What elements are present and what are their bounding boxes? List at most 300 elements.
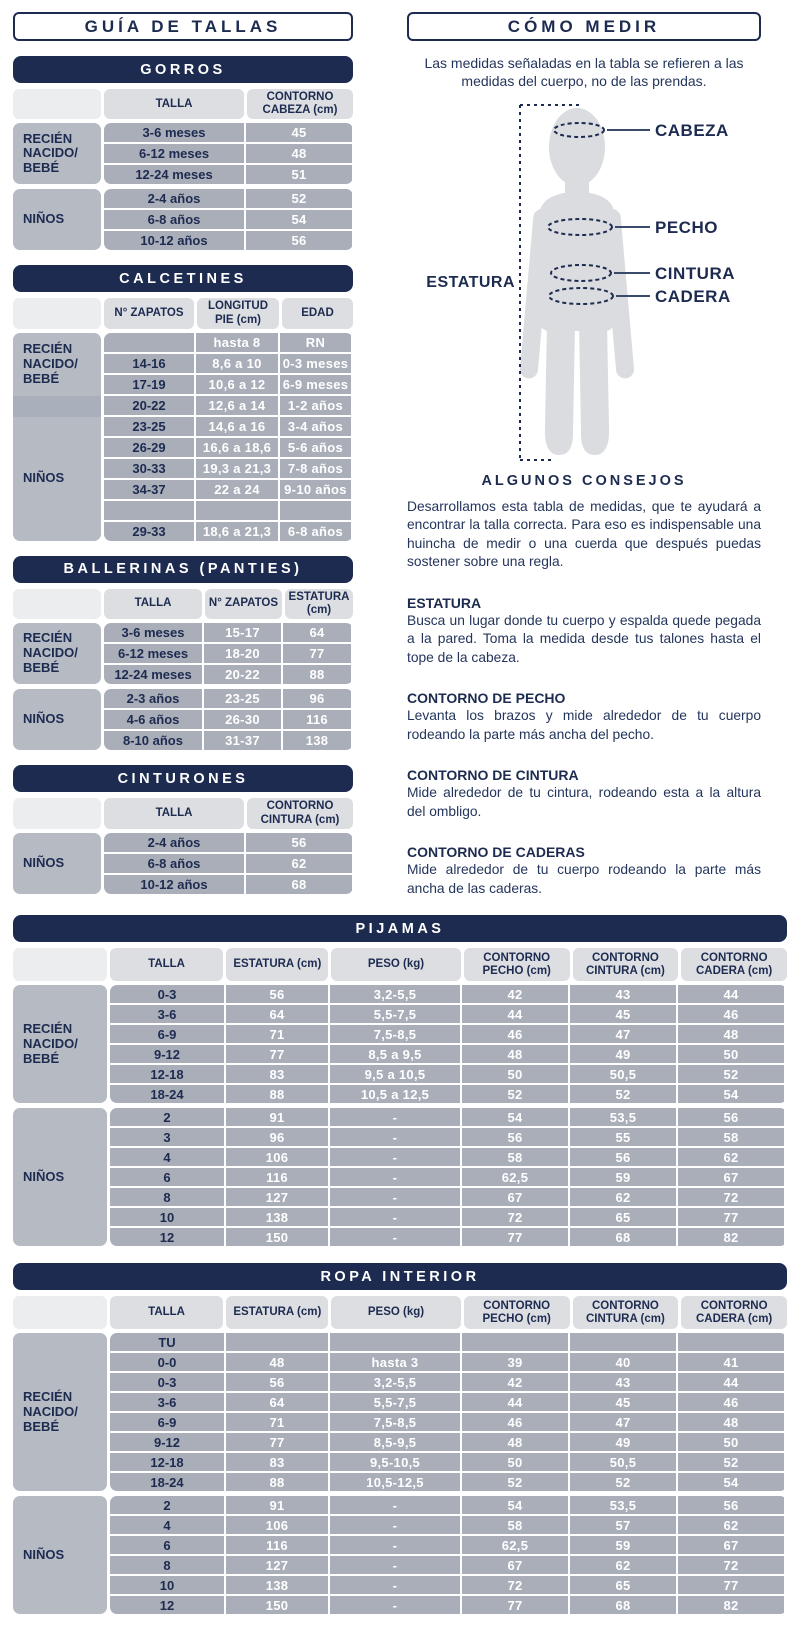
value-cell: 67 — [462, 1188, 568, 1206]
table-row — [110, 1433, 787, 1451]
value-cell: 57 — [570, 1516, 676, 1534]
size-cell: 18-24 — [110, 1085, 224, 1103]
value-cell: 51 — [246, 165, 352, 184]
value-cell: 62,5 — [462, 1536, 568, 1554]
table-row — [110, 1556, 787, 1574]
size-cell: 17-19 — [104, 375, 194, 394]
value-cell: 43 — [570, 985, 676, 1003]
table-row — [104, 459, 353, 478]
value-cell: 31-37 — [204, 731, 281, 750]
size-cell: 3-6 — [110, 1005, 224, 1023]
value-cell: 0-3 meses — [280, 354, 351, 373]
rows-block — [104, 123, 353, 184]
rows-block — [104, 833, 353, 894]
value-cell: 106 — [226, 1148, 328, 1166]
measuring-diagram — [407, 97, 761, 467]
ropa-interior-section-title: ROPA INTERIOR — [13, 1263, 787, 1290]
size-cell: 30-33 — [104, 459, 194, 478]
table-row — [110, 985, 787, 1003]
size-cell: 6-12 meses — [104, 644, 202, 663]
table-row — [104, 144, 353, 163]
size-cell: 10 — [110, 1576, 224, 1594]
size-cell: 0-3 — [110, 985, 224, 1003]
value-cell: 45 — [570, 1005, 676, 1023]
value-cell: 56 — [246, 231, 352, 250]
value-cell: 83 — [226, 1453, 328, 1471]
value-cell: 58 — [462, 1516, 568, 1534]
value-cell: 18,6 a 21,3 — [196, 522, 278, 541]
column-header: CONTORNO CINTURA (cm) — [573, 948, 679, 981]
value-cell: 52 — [570, 1473, 676, 1491]
value-cell — [196, 501, 278, 520]
column-header: PESO (kg) — [331, 948, 461, 981]
value-cell: 23-25 — [204, 689, 281, 708]
value-cell: 52 — [462, 1085, 568, 1103]
table-row — [110, 1168, 787, 1186]
size-cell: 12-24 meses — [104, 165, 244, 184]
group-label: NIÑOS — [13, 689, 101, 750]
table-row — [110, 1085, 787, 1103]
size-cell: 10-12 años — [104, 875, 244, 894]
table-row — [110, 1128, 787, 1146]
column-header: TALLA — [110, 1296, 224, 1329]
value-cell: 8,5 a 9,5 — [330, 1045, 460, 1063]
value-cell: 56 — [226, 1373, 328, 1391]
column-header: N° ZAPATOS — [104, 298, 194, 328]
size-cell: 9-12 — [110, 1045, 224, 1063]
column-header: TALLA — [104, 589, 202, 619]
table-row — [104, 375, 353, 394]
value-cell: 91 — [226, 1108, 328, 1126]
value-cell: hasta 3 — [330, 1353, 460, 1371]
table-row — [104, 665, 353, 684]
value-cell: 50,5 — [570, 1453, 676, 1471]
table-row — [110, 1353, 787, 1371]
size-cell: 2-4 años — [104, 833, 244, 852]
gorros-group — [13, 123, 353, 184]
value-cell: 48 — [246, 144, 352, 163]
value-cell: 12,6 a 14 — [196, 396, 278, 415]
table-row — [104, 623, 353, 642]
table-pijamas — [13, 915, 787, 1246]
value-cell: - — [330, 1108, 460, 1126]
value-cell: 77 — [678, 1208, 784, 1226]
value-cell: - — [330, 1228, 460, 1246]
ropa-interior-group — [13, 1333, 787, 1491]
size-cell: 4 — [110, 1148, 224, 1166]
table-row — [110, 1453, 787, 1471]
left-column — [13, 12, 353, 894]
value-cell: 68 — [570, 1228, 676, 1246]
calcetines-body — [13, 333, 353, 541]
value-cell: 67 — [678, 1536, 784, 1554]
gorros-header-row — [13, 89, 353, 119]
right-column — [407, 12, 761, 898]
group-label: NIÑOS — [13, 1108, 107, 1246]
column-header: ESTATURA (cm) — [226, 1296, 328, 1329]
value-cell: 1-2 años — [280, 396, 351, 415]
table-cinturones — [13, 765, 353, 893]
size-cell: 12-18 — [110, 1453, 224, 1471]
value-cell: 50 — [462, 1453, 568, 1471]
size-cell: 23-25 — [104, 417, 194, 436]
value-cell: 62 — [678, 1516, 784, 1534]
table-ballerinas — [13, 556, 353, 750]
value-cell: 41 — [678, 1353, 784, 1371]
section-contorno-caderas — [407, 844, 761, 898]
size-cell: 0-3 — [110, 1373, 224, 1391]
value-cell: 40 — [570, 1353, 676, 1371]
group-label: NIÑOS — [13, 417, 101, 541]
table-ropa-interior — [13, 1263, 787, 1614]
table-row — [104, 396, 353, 415]
size-cell: 6-8 años — [104, 210, 244, 229]
value-cell: 52 — [570, 1085, 676, 1103]
size-cell: 10-12 años — [104, 231, 244, 250]
group-label: NIÑOS — [13, 189, 101, 250]
value-cell: 91 — [226, 1496, 328, 1514]
value-cell: 62 — [570, 1188, 676, 1206]
value-cell: 138 — [226, 1208, 328, 1226]
header-corner-cell — [13, 298, 101, 328]
size-cell: 29-33 — [104, 522, 194, 541]
size-cell: 8-10 años — [104, 731, 202, 750]
column-header: EDAD — [282, 298, 353, 328]
ropa-interior-group — [13, 1496, 787, 1614]
size-cell: 6-12 meses — [104, 144, 244, 163]
table-row — [104, 501, 353, 520]
table-row — [104, 689, 353, 708]
ballerinas-section-title: BALLERINAS (PANTIES) — [13, 556, 353, 583]
table-row — [104, 231, 353, 250]
value-cell: 3-4 años — [280, 417, 351, 436]
value-cell: 58 — [678, 1128, 784, 1146]
gorros-group — [13, 189, 353, 250]
value-cell: 54 — [678, 1085, 784, 1103]
table-row — [104, 123, 353, 142]
value-cell: 77 — [283, 644, 351, 663]
rows-block — [104, 689, 353, 750]
header-corner-cell — [13, 1296, 107, 1329]
value-cell: 77 — [678, 1576, 784, 1594]
size-cell: 0-0 — [110, 1353, 224, 1371]
value-cell: 82 — [678, 1596, 784, 1614]
section-contorno-pecho-title: CONTORNO DE PECHO — [407, 690, 566, 707]
como-medir-intro: Las medidas señaladas en la tabla se refieren a las medidas del cuerpo, no de las prendas. — [424, 55, 744, 90]
pijamas-group — [13, 1108, 787, 1246]
value-cell: - — [330, 1148, 460, 1166]
value-cell: 96 — [283, 689, 351, 708]
value-cell: 138 — [226, 1576, 328, 1594]
value-cell: 3,2-5,5 — [330, 985, 460, 1003]
consejos-title: ALGUNOS CONSEJOS — [481, 472, 687, 489]
label-cabeza: CABEZA — [655, 120, 729, 140]
value-cell: 64 — [283, 623, 351, 642]
size-cell: 9-12 — [110, 1433, 224, 1451]
value-cell: 9-10 años — [280, 480, 351, 499]
value-cell: 44 — [462, 1005, 568, 1023]
size-cell: 3-6 — [110, 1393, 224, 1411]
header-corner-cell — [13, 948, 107, 981]
size-cell: 18-24 — [110, 1473, 224, 1491]
value-cell: 53,5 — [570, 1108, 676, 1126]
value-cell: 67 — [462, 1556, 568, 1574]
value-cell: 59 — [570, 1536, 676, 1554]
value-cell: 116 — [226, 1536, 328, 1554]
size-cell: 8 — [110, 1556, 224, 1574]
rows-block — [104, 189, 353, 250]
value-cell: 50 — [678, 1433, 784, 1451]
table-row — [110, 1333, 787, 1351]
size-cell: 12 — [110, 1228, 224, 1246]
section-contorno-pecho — [407, 690, 761, 744]
pijamas-group — [13, 985, 787, 1103]
value-cell: 9,5-10,5 — [330, 1453, 460, 1471]
value-cell: 62 — [570, 1556, 676, 1574]
section-contorno-cintura-title: CONTORNO DE CINTURA — [407, 767, 579, 784]
value-cell: - — [330, 1188, 460, 1206]
value-cell: 58 — [462, 1148, 568, 1166]
size-cell: 12-24 meses — [104, 665, 202, 684]
value-cell: 106 — [226, 1516, 328, 1534]
value-cell: 15-17 — [204, 623, 281, 642]
value-cell: 42 — [462, 1373, 568, 1391]
value-cell — [330, 1333, 460, 1351]
value-cell: 7,5-8,5 — [330, 1025, 460, 1043]
value-cell: 18-20 — [204, 644, 281, 663]
value-cell: 77 — [226, 1045, 328, 1063]
value-cell: - — [330, 1576, 460, 1594]
column-header: ESTATURA (cm) — [285, 589, 353, 619]
value-cell: 52 — [678, 1453, 784, 1471]
value-cell: 50 — [678, 1045, 784, 1063]
value-cell: 6-9 meses — [280, 375, 351, 394]
value-cell: 62 — [246, 854, 352, 873]
value-cell: 65 — [570, 1208, 676, 1226]
size-cell: 6-9 — [110, 1025, 224, 1043]
table-row — [110, 1025, 787, 1043]
size-cell — [104, 501, 194, 520]
group-label: RECIÉN NACIDO/ BEBÉ — [13, 123, 101, 184]
value-cell: - — [330, 1168, 460, 1186]
value-cell: 7,5-8,5 — [330, 1413, 460, 1431]
table-row — [104, 710, 353, 729]
value-cell: 39 — [462, 1353, 568, 1371]
size-cell: 8 — [110, 1188, 224, 1206]
table-row — [110, 1228, 787, 1246]
value-cell: 82 — [678, 1228, 784, 1246]
value-cell: 52 — [246, 189, 352, 208]
value-cell: 5,5-7,5 — [330, 1393, 460, 1411]
group-label: RECIÉN NACIDO/ BEBÉ — [13, 623, 101, 684]
table-row — [110, 1496, 787, 1514]
pijamas-section-title: PIJAMAS — [13, 915, 787, 942]
value-cell: 116 — [226, 1168, 328, 1186]
value-cell: 46 — [462, 1413, 568, 1431]
value-cell: 10,5-12,5 — [330, 1473, 460, 1491]
value-cell: 16,6 a 18,6 — [196, 438, 278, 457]
rows-block — [104, 333, 353, 541]
value-cell: 48 — [226, 1353, 328, 1371]
value-cell: 54 — [678, 1473, 784, 1491]
section-estatura-text: Busca un lugar donde tu cuerpo y espalda quede pegada a la pared. Toma la medida desde tus talones hasta el tope de la cabeza. — [407, 612, 761, 665]
table-row — [104, 165, 353, 184]
size-cell: 20-22 — [104, 396, 194, 415]
value-cell: - — [330, 1556, 460, 1574]
value-cell: 68 — [246, 875, 352, 894]
table-row — [110, 1393, 787, 1411]
table-row — [110, 1596, 787, 1614]
value-cell: - — [330, 1496, 460, 1514]
rows-block — [110, 985, 787, 1103]
label-pecho: PECHO — [655, 217, 718, 237]
value-cell: 19,3 a 21,3 — [196, 459, 278, 478]
size-cell: 3-6 meses — [104, 623, 202, 642]
value-cell: 64 — [226, 1005, 328, 1023]
value-cell: 46 — [678, 1005, 784, 1023]
cinturones-header-row — [13, 798, 353, 828]
value-cell: 10,5 a 12,5 — [330, 1085, 460, 1103]
value-cell: 127 — [226, 1556, 328, 1574]
value-cell: 43 — [570, 1373, 676, 1391]
value-cell: 46 — [462, 1025, 568, 1043]
value-cell: 56 — [226, 985, 328, 1003]
size-cell: 12-18 — [110, 1065, 224, 1083]
value-cell — [570, 1333, 676, 1351]
value-cell: 72 — [462, 1576, 568, 1594]
column-header: CONTORNO PECHO (cm) — [464, 1296, 570, 1329]
table-row — [110, 1005, 787, 1023]
value-cell: 68 — [570, 1596, 676, 1614]
size-cell: 3 — [110, 1128, 224, 1146]
value-cell: 49 — [570, 1433, 676, 1451]
rows-block — [110, 1496, 787, 1614]
column-header: CONTORNO CABEZA (cm) — [247, 89, 353, 119]
table-row — [104, 731, 353, 750]
size-cell: 6-9 — [110, 1413, 224, 1431]
consejos-text: Desarrollamos esta tabla de medidas, que te ayudará a encontrar la talla correcta. Para eso es indispensable una huincha de medir o una cuerda que después puedas sostener sobre una regla. — [407, 498, 761, 570]
value-cell: 26-30 — [204, 710, 281, 729]
size-cell: 2-4 años — [104, 189, 244, 208]
value-cell: 56 — [570, 1148, 676, 1166]
size-cell: TU — [110, 1333, 224, 1351]
value-cell: 50 — [462, 1065, 568, 1083]
size-cell: 26-29 — [104, 438, 194, 457]
table-calcetines — [13, 265, 353, 540]
table-gorros — [13, 56, 353, 250]
value-cell: 42 — [462, 985, 568, 1003]
table-row — [110, 1413, 787, 1431]
value-cell: 116 — [283, 710, 351, 729]
value-cell: 55 — [570, 1128, 676, 1146]
value-cell: 56 — [246, 833, 352, 852]
header-corner-cell — [13, 589, 101, 619]
value-cell: 48 — [678, 1413, 784, 1431]
value-cell: 72 — [678, 1556, 784, 1574]
group-label: RECIÉN NACIDO/ BEBÉ — [13, 333, 101, 396]
value-cell: 88 — [283, 665, 351, 684]
column-header: TALLA — [110, 948, 224, 981]
column-header: CONTORNO CADERA (cm) — [681, 948, 787, 981]
table-row — [104, 189, 353, 208]
page-title-como-medir: CÓMO MEDIR — [407, 12, 761, 41]
section-contorno-caderas-text: Mide alrededor de tu cuerpo rodeando la parte más ancha de las caderas. — [407, 862, 761, 896]
group-label: RECIÉN NACIDO/ BEBÉ — [13, 1333, 107, 1491]
table-row — [104, 833, 353, 852]
value-cell: 62 — [678, 1148, 784, 1166]
pijamas-header-row — [13, 948, 787, 981]
value-cell: 5,5-7,5 — [330, 1005, 460, 1023]
value-cell: 44 — [678, 1373, 784, 1391]
section-estatura-title: ESTATURA — [407, 594, 482, 611]
column-header: CONTORNO PECHO (cm) — [464, 948, 570, 981]
value-cell: 67 — [678, 1168, 784, 1186]
value-cell — [462, 1333, 568, 1351]
group-label: RECIÉN NACIDO/ BEBÉ — [13, 985, 107, 1103]
size-cell: 3-6 meses — [104, 123, 244, 142]
value-cell: 77 — [226, 1433, 328, 1451]
group-label: NIÑOS — [13, 1496, 107, 1614]
table-row — [110, 1576, 787, 1594]
label-cadera: CADERA — [655, 286, 731, 306]
label-estatura: ESTATURA — [426, 273, 515, 291]
value-cell: 59 — [570, 1168, 676, 1186]
size-cell: 12 — [110, 1596, 224, 1614]
rows-block — [110, 1108, 787, 1246]
table-row — [110, 1516, 787, 1534]
size-cell: 6-8 años — [104, 854, 244, 873]
value-cell: - — [330, 1596, 460, 1614]
section-contorno-pecho-text: Levanta los brazos y mide alrededor de tu cuerpo rodeando la parte más ancha del pecho. — [407, 708, 761, 742]
value-cell: 48 — [678, 1025, 784, 1043]
value-cell — [226, 1333, 328, 1351]
size-cell: 2 — [110, 1108, 224, 1126]
column-header: PESO (kg) — [331, 1296, 461, 1329]
value-cell: 64 — [226, 1393, 328, 1411]
value-cell: 71 — [226, 1413, 328, 1431]
value-cell: 62,5 — [462, 1168, 568, 1186]
size-cell — [104, 333, 194, 352]
table-row — [104, 438, 353, 457]
cinturones-group — [13, 833, 353, 894]
rows-block — [104, 623, 353, 684]
header-corner-cell — [13, 89, 101, 119]
column-header: TALLA — [104, 798, 244, 828]
value-cell: 47 — [570, 1025, 676, 1043]
column-header: CONTORNO CINTURA (cm) — [247, 798, 353, 828]
group-label: NIÑOS — [13, 833, 101, 894]
value-cell: 88 — [226, 1473, 328, 1491]
column-header: LONGITUD PIE (cm) — [197, 298, 279, 328]
value-cell — [280, 501, 351, 520]
value-cell: 54 — [462, 1108, 568, 1126]
value-cell: 54 — [462, 1496, 568, 1514]
value-cell: 65 — [570, 1576, 676, 1594]
size-cell: 34-37 — [104, 480, 194, 499]
column-header: TALLA — [104, 89, 244, 119]
value-cell: 46 — [678, 1393, 784, 1411]
value-cell: 5-6 años — [280, 438, 351, 457]
value-cell: - — [330, 1208, 460, 1226]
calcetines-section-title: CALCETINES — [13, 265, 353, 292]
header-corner-cell — [13, 798, 101, 828]
value-cell: 50,5 — [570, 1065, 676, 1083]
ballerinas-header-row — [13, 589, 353, 619]
value-cell: 56 — [678, 1108, 784, 1126]
value-cell: 72 — [678, 1188, 784, 1206]
value-cell: - — [330, 1536, 460, 1554]
value-cell: 77 — [462, 1596, 568, 1614]
